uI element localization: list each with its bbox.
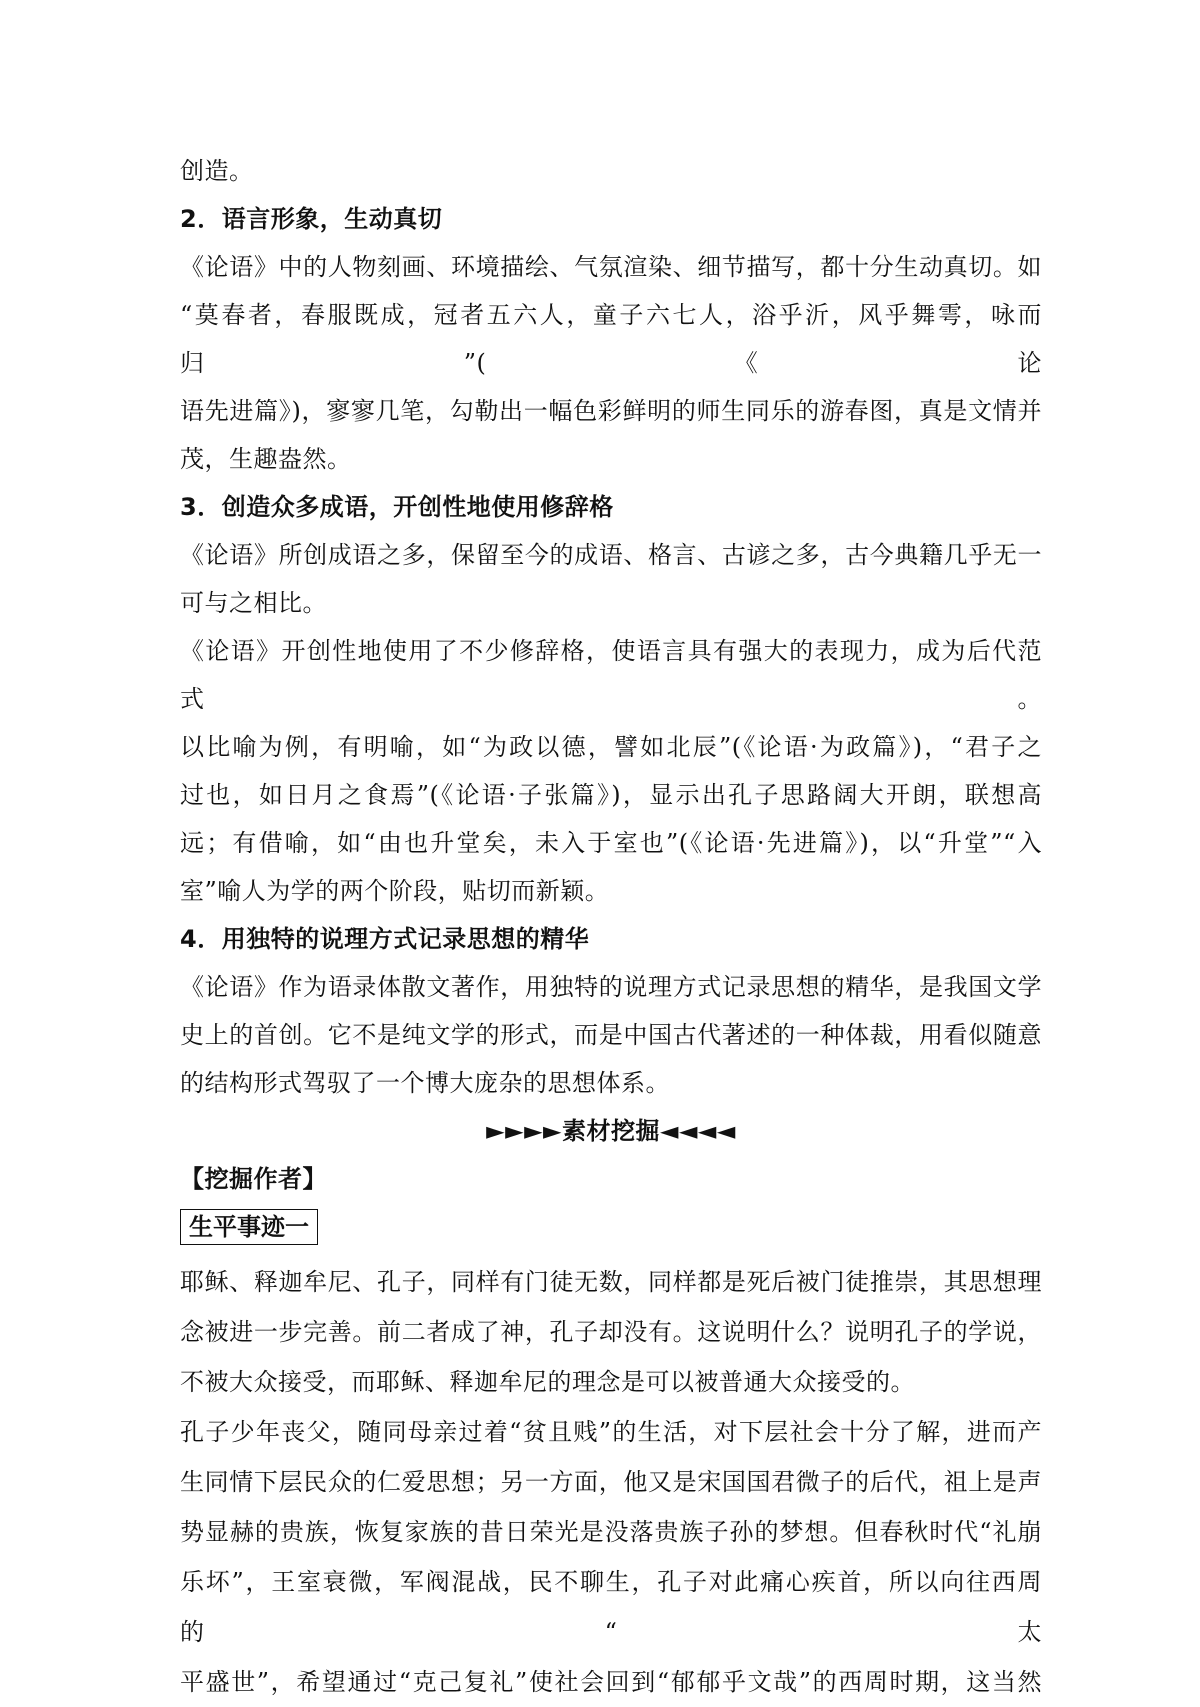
paragraph-line: 语先进篇》)，寥寥几笔，勾勒出一幅色彩鲜明的师生同乐的游春图，真是文情并 <box>180 397 1042 425</box>
paragraph-line: 《论语》中的人物刻画、环境描绘、气氛渲染、细节描写，都十分生动真切。如 <box>180 253 1042 281</box>
paragraph-line: 《论语》开创性地使用了不少修辞格，使语言具有强大的表现力，成为后代范式。 <box>180 637 1042 713</box>
paragraph-line: 史上的首创。它不是纯文学的形式，而是中国古代著述的一种体裁，用看似随意 <box>180 1021 1042 1049</box>
paragraph-line: 以比喻为例，有明喻，如“为政以德，譬如北辰”(《论语·为政篇》)，“君子之 <box>180 733 1042 761</box>
paragraph-line: 《论语》所创成语之多，保留至今的成语、格言、古谚之多，古今典籍几乎无一 <box>180 541 1042 569</box>
paragraph-idioms <box>180 531 1042 627</box>
boxed-title-wrap <box>180 1209 1042 1253</box>
paragraph-followers <box>180 1257 1042 1407</box>
paragraph-line: 乐坏”，王室衰微，军阀混战，民不聊生，孔子对此痛心疾首，所以向往西周的“太 <box>180 1568 1042 1646</box>
paragraph-line: 茂，生趣盎然。 <box>180 445 352 473</box>
paragraph-line: “莫春者，春服既成，冠者五六人，童子六七人，浴乎沂，风乎舞雩，咏而归”(《论 <box>180 301 1042 377</box>
paragraph-reasoning <box>180 963 1042 1107</box>
paragraph-confucius-life <box>180 1407 1042 1707</box>
paragraph-line: 《论语》作为语录体散文著作，用独特的说理方式记录思想的精华，是我国文学 <box>180 973 1042 1001</box>
paragraph-line: 不被大众接受，而耶稣、释迦牟尼的理念是可以被普通大众接受的。 <box>180 1368 915 1396</box>
paragraph-line: 的结构形式驾驭了一个博大庞杂的思想体系。 <box>180 1069 670 1097</box>
heading-2: 2．语言形象，生动真切 <box>180 205 443 233</box>
heading-4: 4．用独特的说理方式记录思想的精华 <box>180 925 590 953</box>
paragraph-language-vivid <box>180 243 1042 483</box>
paragraph-line: 耶稣、释迦牟尼、孔子，同样有门徒无数，同样都是死后被门徒推崇，其思想理 <box>180 1268 1042 1296</box>
paragraph-line: 室”喻人为学的两个阶段，贴切而新颖。 <box>180 877 610 905</box>
boxed-title: 生平事迹一 <box>180 1209 318 1245</box>
paragraph-line: 可与之相比。 <box>180 589 327 617</box>
sub-title: 【挖掘作者】 <box>180 1165 327 1193</box>
paragraph-line: 过也，如日月之食焉”(《论语·子张篇》)，显示出孔子思路阔大开朗，联想高 <box>180 781 1042 809</box>
heading-3: 3．创造众多成语，开创性地使用修辞格 <box>180 493 614 521</box>
paragraph-line: 念被进一步完善。前二者成了神，孔子却没有。这说明什么？说明孔子的学说， <box>180 1318 1042 1346</box>
section-title: ►►►►素材挖掘◄◄◄◄ <box>486 1117 736 1145</box>
paragraph-line: 平盛世”，希望通过“克己复礼”使社会回到“郁郁乎文哉”的西周时期，这当然 <box>180 1668 1042 1696</box>
paragraph-line: 远；有借喻，如“由也升堂矣，未入于室也”(《论语·先进篇》)，以“升堂”“入 <box>180 829 1042 857</box>
paragraph-line: 势显赫的贵族，恢复家族的昔日荣光是没落贵族子孙的梦想。但春秋时代“礼崩 <box>180 1518 1042 1546</box>
paragraph-line: 生同情下层民众的仁爱思想；另一方面，他又是宋国国君微子的后代，祖上是声 <box>180 1468 1042 1496</box>
paragraph-line: 创造。 <box>180 157 254 185</box>
paragraph-rhetoric <box>180 627 1042 915</box>
paragraph-line: 孔子少年丧父，随同母亲过着“贫且贱”的生活，对下层社会十分了解，进而产 <box>180 1418 1042 1446</box>
